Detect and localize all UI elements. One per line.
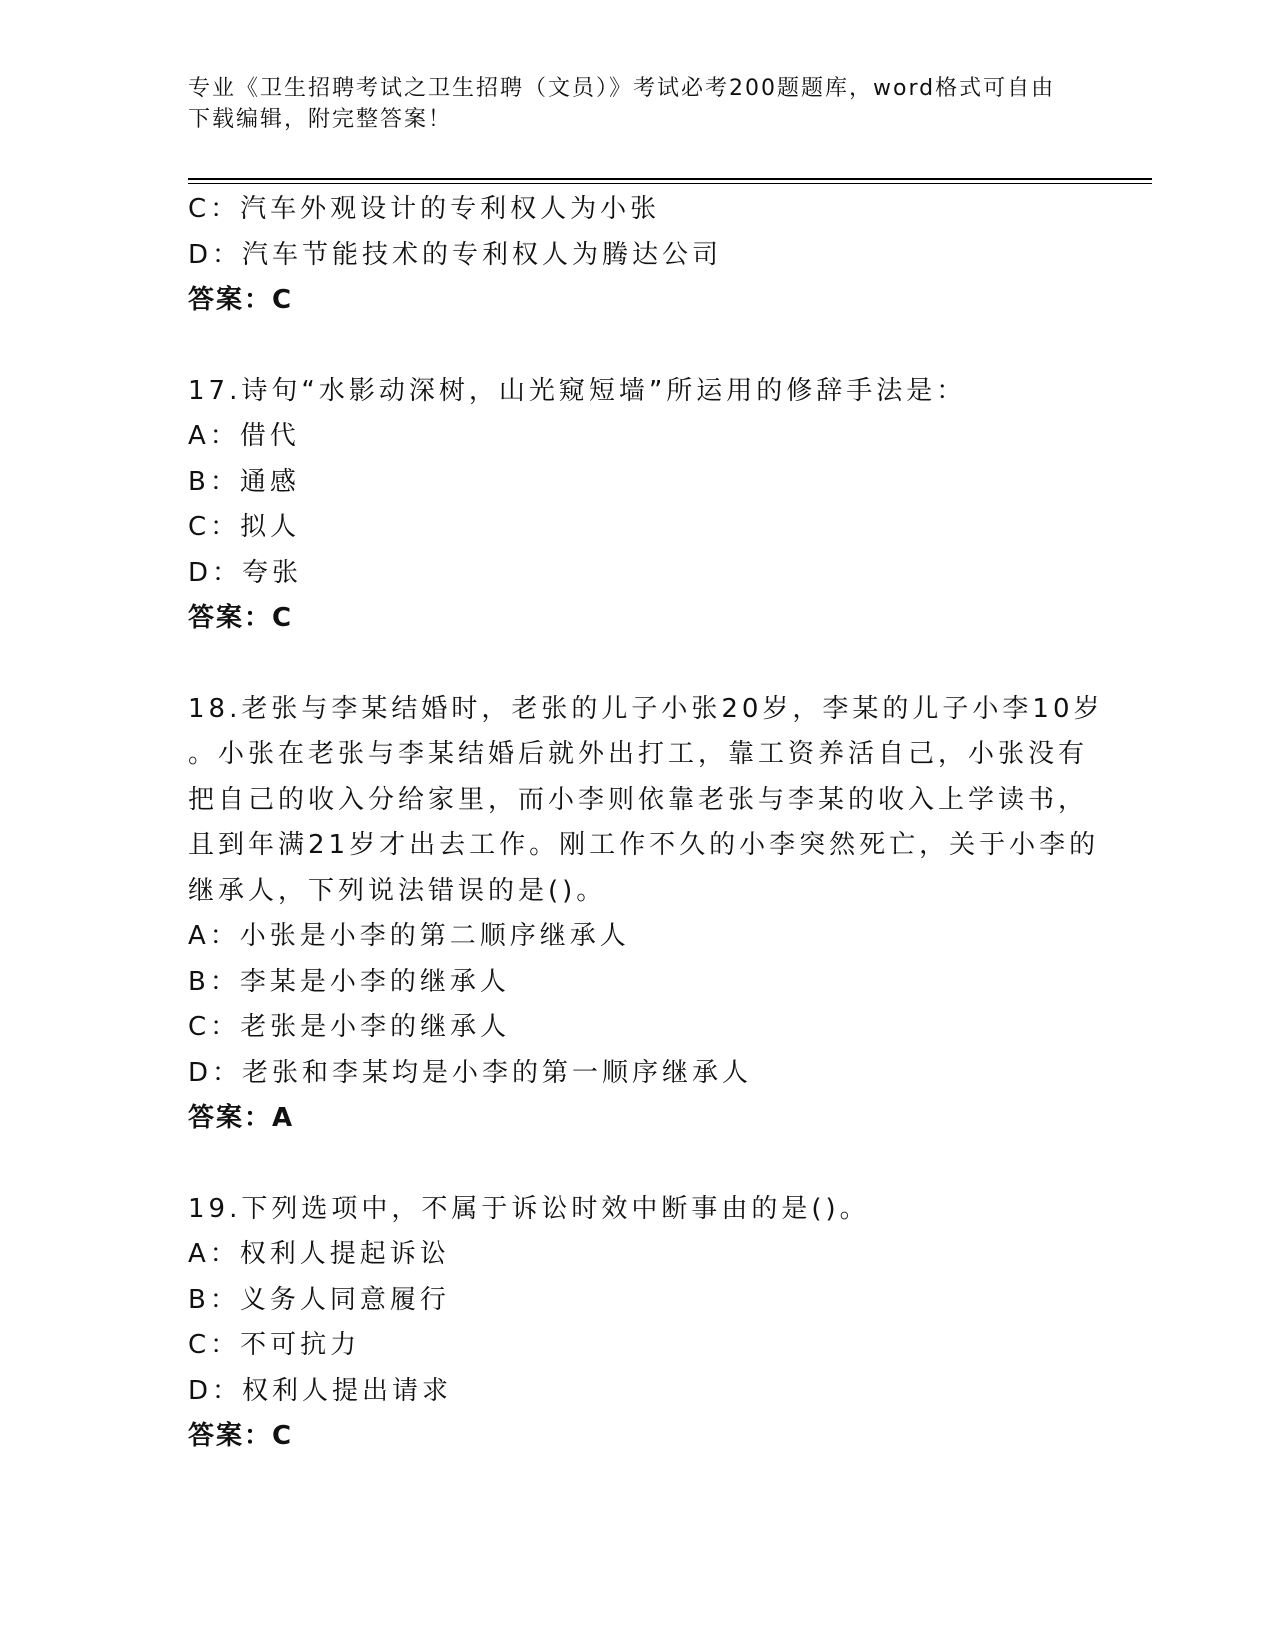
- option-c: C：不可抗力: [188, 1330, 361, 1360]
- option-d: D：老张和李某均是小李的第一顺序继承人: [188, 1057, 753, 1088]
- question-list: [188, 187, 1104, 1460]
- question-text-line: 。小张在老张与李某结婚后就外出打工，靠工资养活自己，小张没有: [188, 739, 1089, 769]
- answer-label: 答案：C: [188, 285, 294, 315]
- question-text: 17.诗句“水影动深树，山光窥短墙”所运用的修辞手法是：: [188, 375, 967, 406]
- option-d: D：夸张: [188, 557, 303, 588]
- question-text-line: 且到年满21岁才出去工作。刚工作不久的小李突然死亡，关于小李的: [188, 830, 1100, 860]
- option-d: D：权利人提出请求: [188, 1375, 453, 1406]
- question-17: [188, 369, 1088, 642]
- question-text-line: 18.老张与李某结婚时，老张的儿子小张20岁，李某的儿子小李10岁: [188, 693, 1104, 724]
- document-header: [188, 73, 1068, 135]
- option-d: D：汽车节能技术的专利权人为腾达公司: [188, 239, 723, 270]
- option-b: B：义务人同意履行: [188, 1284, 450, 1315]
- question-fragment: [188, 187, 1088, 324]
- document-title: 专业《卫生招聘考试之卫生招聘（文员）》考试必考200题题库，word格式可自由下载编辑，附完整答案！: [188, 76, 1056, 132]
- header-divider-thin: [188, 183, 1152, 184]
- header-divider-thick: [188, 178, 1152, 180]
- option-a: A：借代: [188, 421, 300, 451]
- question-text-line: 把自己的收入分给家里，而小李则依靠老张与李某的收入上学读书，: [188, 784, 1089, 815]
- option-c: C：汽车外观设计的专利权人为小张: [188, 194, 661, 224]
- question-text: 19.下列选项中，不属于诉讼时效中断事由的是()。: [188, 1193, 870, 1224]
- option-b: B：通感: [188, 466, 300, 497]
- option-a: A：权利人提起诉讼: [188, 1239, 450, 1269]
- question-text-line: 继承人，下列说法错误的是()。: [188, 875, 607, 906]
- option-a: A：小张是小李的第二顺序继承人: [188, 921, 630, 951]
- answer-label: 答案：C: [188, 603, 294, 633]
- question-19: [188, 1187, 1088, 1460]
- question-18: [188, 687, 1104, 1142]
- answer-label: 答案：A: [188, 1103, 295, 1133]
- answer-label: 答案：C: [188, 1421, 294, 1451]
- option-c: C：拟人: [188, 512, 301, 542]
- option-b: B：李某是小李的继承人: [188, 966, 510, 997]
- option-c: C：老张是小李的继承人: [188, 1012, 511, 1042]
